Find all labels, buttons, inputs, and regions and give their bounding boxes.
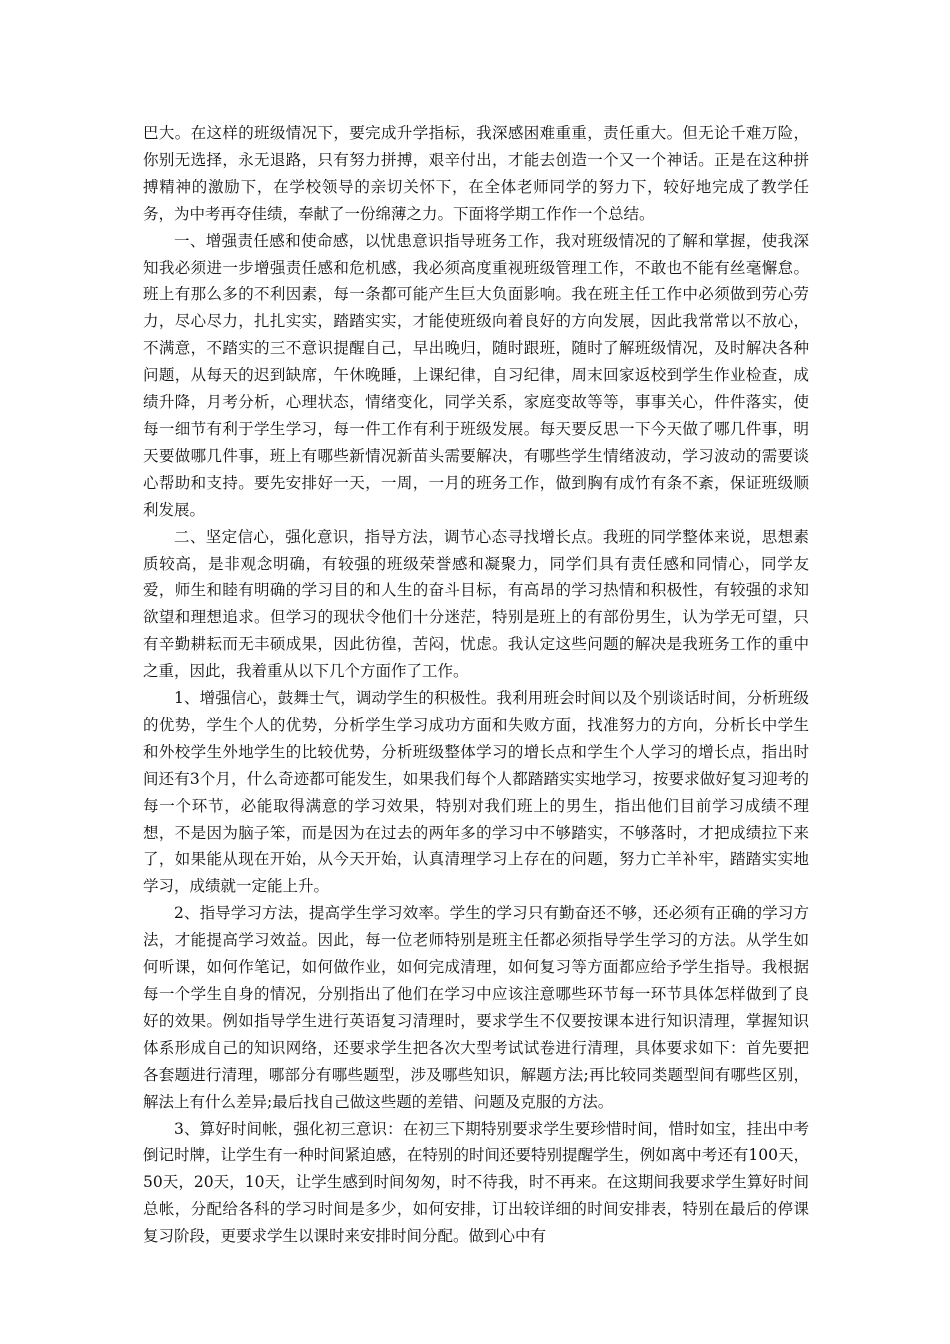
paragraph-item-two: 2、指导学习方法，提高学生学习效率。学生的学习只有勤奋还不够，还必须有正确的学习方法，才能提高学习效益。因此，每一位老师特别是班主任都必须指导学生学习的方法。从学生如何听课，如何作笔记，如何做作业，如何完成清理，如何复习等方面都应给予学生指导。我根据每一个学生自身的情况，分别指出了他们在学习中应该注意哪些环节每一环节具体怎样做到了良好的效果。例如指导学生进行英语复习清理时，要求学生不仅要按课本进行知识清理，掌握知识体系形成自己的知识网络，还要求学生把各次大型考试试卷进行清理，具体要求如下：首先要把各套题进行清理，哪部分有哪些题型，涉及哪些知识，解题方法;再比较同类题型间有哪些区别，解法上有什么差异;最后找自己做这些题的差错、问题及克服的方法。 — [143, 904, 809, 1111]
paragraph-item-one: 1、增强信心，鼓舞士气，调动学生的积极性。我利用班会时间以及个别谈话时间，分析班级的优势，学生个人的优势，分析学生学习成功方面和失败方面，找准努力的方向，分析长中学生和外校学生外地学生的比较优势，分析班级整体学习的增长点和学生个人学习的增长点，指出时间还有3个月，什么奇迹都可能发生，如果我们每个人都踏踏实实地学习，按要求做好复习迎考的每一个环节，必能取得满意的学习效果，特别对我们班上的男生，指出他们目前学习成绩不理想，不是因为脑子笨，而是因为在过去的两年多的学习中不够踏实，不够落时，才把成绩拉下来了，如果能从现在开始，从今天开始，认真清理学习上存在的问题，努力亡羊补牢，踏踏实实地学习，成绩就一定能上升。 — [143, 689, 809, 896]
paragraph-section-one: 一、增强责任感和使命感，以忧患意识指导班务工作，我对班级情况的了解和掌握，使我深知我必须进一步增强责任感和危机感，我必须高度重视班级管理工作，不敢也不能有丝毫懈怠。班上有那么多的不利因素，每一条都可能产生巨大负面影响。我在班主任工作中必须做到劳心劳力，尽心尽力，扎扎实实，踏踏实实，才能使班级向着良好的方向发展，因此我常常以不放心，不满意，不踏实的三不意识提醒自己，早出晚归，随时跟班，随时了解班级情况，及时解决各种问题，从每天的迟到缺席，午休晚睡，上课纪律，自习纪律，周末回家返校到学生作业检查，成绩升降，月考分析，心理状态，情绪变化，同学关系，家庭变故等等，事事关心，件件落实，使每一细节有利于学生学习，每一件工作有利于班级发展。每天要反思一下今天做了哪几件事，明天要做哪几件事，班上有哪些新情况新苗头需要解决，有哪些学生情绪波动，学习波动的需要谈心帮助和支持。要先安排好一天，一周，一月的班务工作，做到胸有成竹有条不紊，保证班级顺利发展。 — [143, 231, 809, 519]
paragraph-item-three: 3、算好时间帐，强化初三意识：在初三下期特别要求学生要珍惜时间，惜时如宝，挂出中考倒记时牌，让学生有一种时间紧迫感，在特别的时间还要特别提醒学生，例如离中考还有100天，50天，20天，10天，让学生感到时间匆匆，时不待我，时不再来。在这期间我要求学生算好时间总帐，分配给各科的学习时间是多少，如何安排，订出较详细的时间安排表，特别在最后的停课复习阶段，更要求学生以课时来安排时间分配。做到心中有 — [143, 1119, 809, 1246]
paragraph-intro: 巴大。在这样的班级情况下，要完成升学指标，我深感困难重重，责任重大。但无论千难万险，你别无选择，永无退路，只有努力拼搏，艰辛付出，才能去创造一个又一个神话。正是在这种拼搏精神的激励下，在学校领导的亲切关怀下，在全体老师同学的努力下，较好地完成了教学任务，为中考再夺佳绩，奉献了一份绵薄之力。下面将学期工作作一个总结。 — [143, 124, 809, 223]
paragraph-section-two: 二、坚定信心，强化意识，指导方法，调节心态寻找增长点。我班的同学整体来说，思想素质较高，是非观念明确，有较强的班级荣誉感和凝聚力，同学们具有责任感和同情心，同学友爱，师生和睦有明确的学习目的和人生的奋斗目标，有高昂的学习热情和积极性，有较强的求知欲望和理想追求。但学习的现状令他们十分迷茫，特别是班上的有部份男生，认为学无可望，只有辛勤耕耘而无丰硕成果，因此彷徨，苦闷，忧虑。我认定这些问题的解决是我班务工作的重中之重，因此，我着重从以下几个方面作了工作。 — [143, 527, 809, 681]
document-body — [143, 120, 809, 1250]
